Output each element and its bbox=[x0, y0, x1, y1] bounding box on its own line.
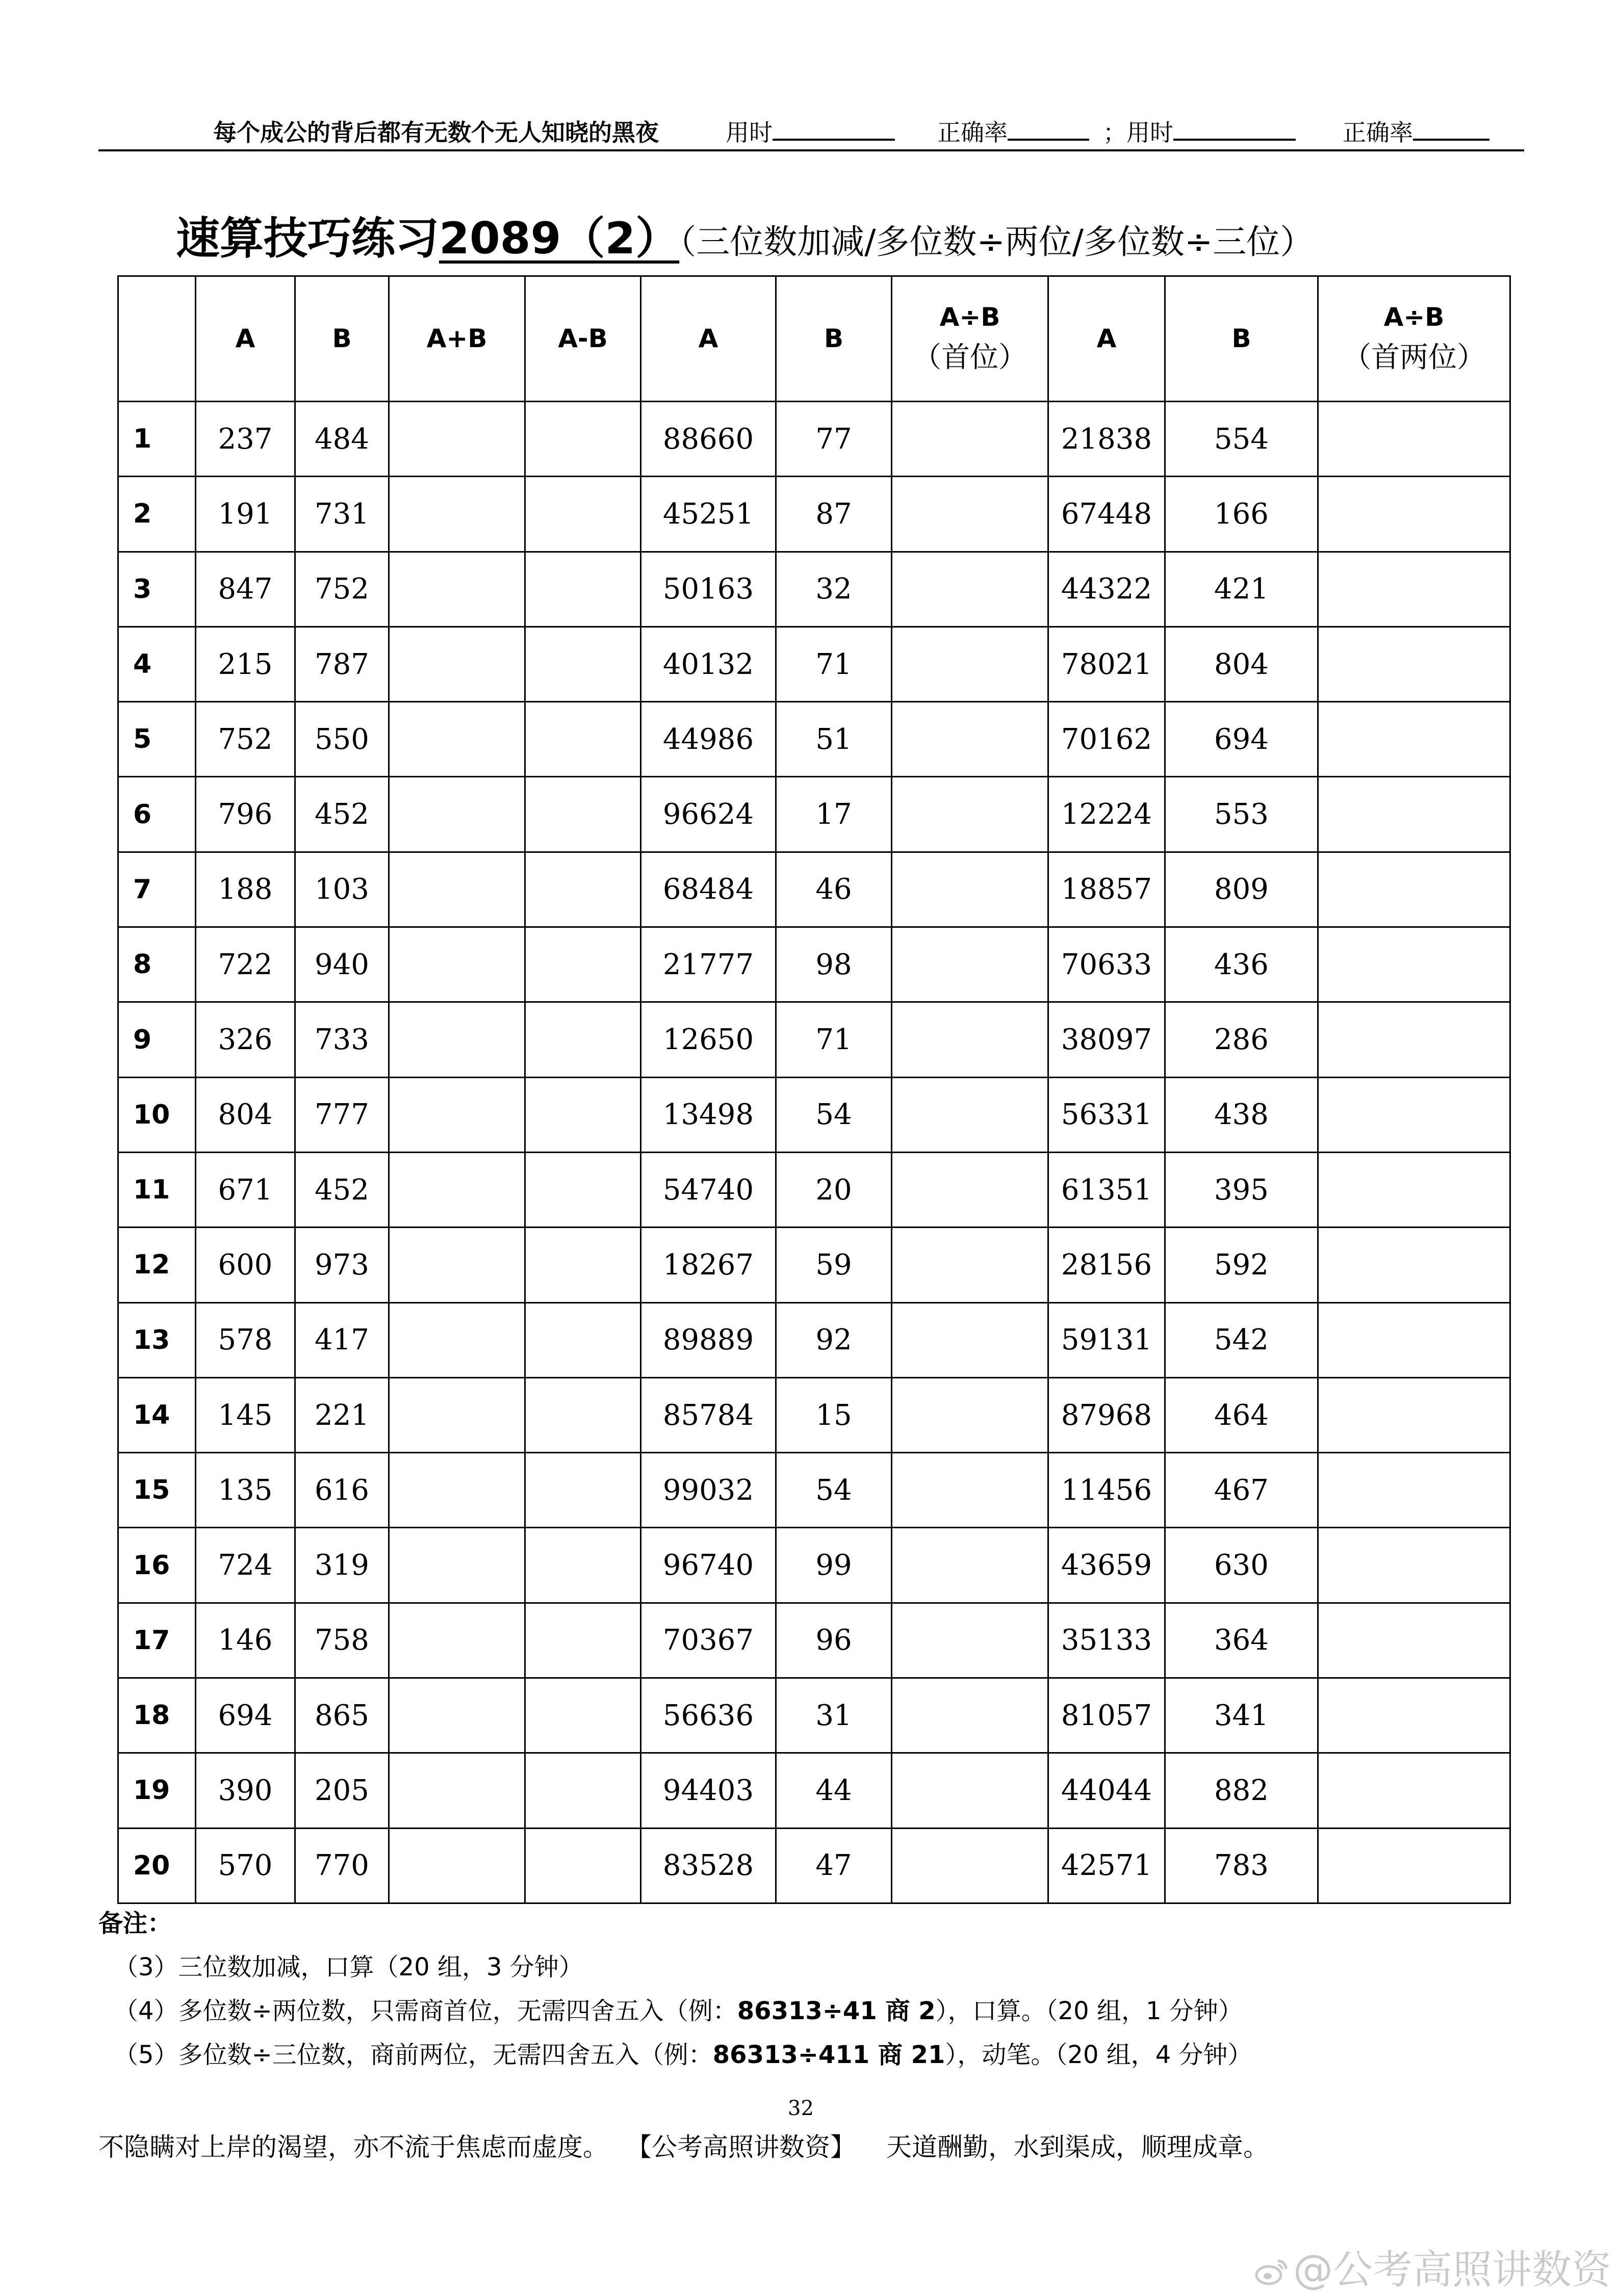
row-index: 11 bbox=[118, 1152, 196, 1227]
cell-sum-answer[interactable] bbox=[389, 552, 525, 627]
cell-a3: 28156 bbox=[1048, 1228, 1165, 1302]
cell-a2: 40132 bbox=[641, 627, 776, 701]
row-index: 9 bbox=[118, 1002, 196, 1077]
row-index: 15 bbox=[118, 1453, 196, 1528]
row-index: 10 bbox=[118, 1077, 196, 1152]
cell-sum-answer[interactable] bbox=[389, 1002, 525, 1077]
cell-b1: 973 bbox=[295, 1228, 389, 1302]
cell-b2: 71 bbox=[776, 627, 892, 701]
cell-div1-answer[interactable] bbox=[892, 702, 1048, 777]
cell-a1: 390 bbox=[196, 1753, 295, 1828]
header-b1: B bbox=[295, 276, 389, 402]
cell-b1: 452 bbox=[295, 777, 389, 852]
cell-div1-answer[interactable] bbox=[892, 477, 1048, 552]
cell-diff-answer[interactable] bbox=[525, 1678, 641, 1753]
separator: ； bbox=[1103, 119, 1126, 146]
row-index: 16 bbox=[118, 1528, 196, 1603]
cell-sum-answer[interactable] bbox=[389, 927, 525, 1002]
row-index: 20 bbox=[118, 1828, 196, 1903]
table-row bbox=[118, 1753, 1510, 1828]
table-row bbox=[118, 1603, 1510, 1678]
watermark bbox=[1254, 2238, 1611, 2295]
cell-a1: 671 bbox=[196, 1152, 295, 1227]
cell-sum-answer[interactable] bbox=[389, 1753, 525, 1828]
cell-a1: 722 bbox=[196, 927, 295, 1002]
cell-b3: 694 bbox=[1165, 702, 1318, 777]
page-number: 32 bbox=[788, 2097, 814, 2120]
notes-title: 备注： bbox=[98, 1909, 172, 1938]
weibo-icon bbox=[1254, 2250, 1288, 2279]
cell-a3: 21838 bbox=[1048, 402, 1165, 477]
cell-diff-answer[interactable] bbox=[525, 477, 641, 552]
cell-a1: 847 bbox=[196, 552, 295, 627]
cell-a2: 56636 bbox=[641, 1678, 776, 1753]
footer-right: 天道酬勤，水到渠成，顺理成章。 bbox=[886, 2132, 1269, 2162]
cell-div1-answer[interactable] bbox=[892, 777, 1048, 852]
accuracy-blank-1[interactable] bbox=[1008, 115, 1089, 141]
footer-middle: 【公考高照讲数资】 bbox=[639, 2132, 856, 2162]
cell-b1: 550 bbox=[295, 702, 389, 777]
cell-a1: 570 bbox=[196, 1828, 295, 1903]
cell-div1-answer[interactable] bbox=[892, 1528, 1048, 1603]
cell-div2-answer[interactable] bbox=[1318, 1228, 1510, 1302]
time-label-2: 用时 bbox=[1126, 119, 1173, 146]
table-row bbox=[118, 927, 1510, 1002]
table-row bbox=[118, 777, 1510, 852]
cell-a1: 752 bbox=[196, 702, 295, 777]
cell-a1: 146 bbox=[196, 1603, 295, 1678]
cell-div1-answer[interactable] bbox=[892, 1603, 1048, 1678]
cell-a3: 12224 bbox=[1048, 777, 1165, 852]
cell-div1-answer[interactable] bbox=[892, 552, 1048, 627]
cell-a2: 50163 bbox=[641, 552, 776, 627]
header-a3: A bbox=[1048, 276, 1165, 402]
cell-b3: 882 bbox=[1165, 1753, 1318, 1828]
cell-diff-answer[interactable] bbox=[525, 927, 641, 1002]
table-row bbox=[118, 1302, 1510, 1377]
table-row bbox=[118, 1228, 1510, 1302]
cell-diff-answer[interactable] bbox=[525, 627, 641, 701]
cell-a1: 326 bbox=[196, 1002, 295, 1077]
cell-b1: 733 bbox=[295, 1002, 389, 1077]
cell-div1-answer[interactable] bbox=[892, 1002, 1048, 1077]
cell-b3: 553 bbox=[1165, 777, 1318, 852]
cell-sum-answer[interactable] bbox=[389, 627, 525, 701]
header-sum: A+B bbox=[389, 276, 525, 402]
cell-a3: 67448 bbox=[1048, 477, 1165, 552]
cell-b1: 940 bbox=[295, 927, 389, 1002]
row-index: 7 bbox=[118, 852, 196, 927]
cell-sum-answer[interactable] bbox=[389, 1453, 525, 1528]
header-b2: B bbox=[776, 276, 892, 402]
cell-sum-answer[interactable] bbox=[389, 852, 525, 927]
row-index: 14 bbox=[118, 1377, 196, 1452]
cell-div1-answer[interactable] bbox=[892, 852, 1048, 927]
cell-b3: 395 bbox=[1165, 1152, 1318, 1227]
cell-a3: 61351 bbox=[1048, 1152, 1165, 1227]
cell-b2: 54 bbox=[776, 1453, 892, 1528]
cell-div1-answer[interactable] bbox=[892, 627, 1048, 701]
cell-a3: 59131 bbox=[1048, 1302, 1165, 1377]
cell-b3: 464 bbox=[1165, 1377, 1318, 1452]
cell-a2: 96740 bbox=[641, 1528, 776, 1603]
cell-b1: 787 bbox=[295, 627, 389, 701]
note-4 bbox=[98, 1989, 1252, 2033]
row-index: 5 bbox=[118, 702, 196, 777]
cell-sum-answer[interactable] bbox=[389, 1528, 525, 1603]
page-title bbox=[176, 203, 1314, 266]
cell-div1-answer[interactable] bbox=[892, 1453, 1048, 1528]
table-row bbox=[118, 627, 1510, 701]
cell-div2-answer[interactable] bbox=[1318, 1302, 1510, 1377]
cell-a3: 43659 bbox=[1048, 1528, 1165, 1603]
cell-a2: 68484 bbox=[641, 852, 776, 927]
cell-b3: 630 bbox=[1165, 1528, 1318, 1603]
cell-div2-answer[interactable] bbox=[1318, 1828, 1510, 1903]
cell-b3: 542 bbox=[1165, 1302, 1318, 1377]
cell-sum-answer[interactable] bbox=[389, 702, 525, 777]
cell-b2: 46 bbox=[776, 852, 892, 927]
cell-a2: 70367 bbox=[641, 1603, 776, 1678]
cell-div1-answer[interactable] bbox=[892, 402, 1048, 477]
cell-b1: 319 bbox=[295, 1528, 389, 1603]
cell-diff-answer[interactable] bbox=[525, 777, 641, 852]
table-row bbox=[118, 1077, 1510, 1152]
cell-div1-answer[interactable] bbox=[892, 1228, 1048, 1302]
cell-b1: 205 bbox=[295, 1753, 389, 1828]
cell-b1: 417 bbox=[295, 1302, 389, 1377]
cell-diff-answer[interactable] bbox=[525, 1377, 641, 1452]
cell-diff-answer[interactable] bbox=[525, 1528, 641, 1603]
title-subtitle: （三位数加减/多位数÷两位/多位数÷三位） bbox=[679, 222, 1314, 262]
cell-b2: 17 bbox=[776, 777, 892, 852]
header-div1-line2: （首位） bbox=[913, 341, 1027, 374]
cell-a1: 600 bbox=[196, 1228, 295, 1302]
table-row bbox=[118, 702, 1510, 777]
cell-a1: 804 bbox=[196, 1077, 295, 1152]
cell-a2: 21777 bbox=[641, 927, 776, 1002]
cell-sum-answer[interactable] bbox=[389, 1302, 525, 1377]
header-diff: A-B bbox=[525, 276, 641, 402]
cell-div2-answer[interactable] bbox=[1318, 402, 1510, 477]
cell-div2-answer[interactable] bbox=[1318, 777, 1510, 852]
cell-a1: 578 bbox=[196, 1302, 295, 1377]
cell-b3: 804 bbox=[1165, 627, 1318, 701]
cell-b3: 809 bbox=[1165, 852, 1318, 927]
cell-a1: 191 bbox=[196, 477, 295, 552]
cell-div1-answer[interactable] bbox=[892, 927, 1048, 1002]
accuracy-label-2: 正确率 bbox=[1343, 119, 1413, 146]
header-div1 bbox=[892, 276, 1048, 402]
cell-b3: 783 bbox=[1165, 1828, 1318, 1903]
cell-b1: 865 bbox=[295, 1678, 389, 1753]
cell-b2: 51 bbox=[776, 702, 892, 777]
cell-b3: 592 bbox=[1165, 1228, 1318, 1302]
cell-a1: 724 bbox=[196, 1528, 295, 1603]
note-4-tail: ），口算。（20 组，1 分钟） bbox=[935, 1997, 1243, 2025]
cell-a3: 42571 bbox=[1048, 1828, 1165, 1903]
cell-div1-answer[interactable] bbox=[892, 1077, 1048, 1152]
cell-div2-answer[interactable] bbox=[1318, 1753, 1510, 1828]
header-div2-line1: A÷B bbox=[1383, 302, 1445, 332]
cell-b1: 484 bbox=[295, 402, 389, 477]
cell-a2: 96624 bbox=[641, 777, 776, 852]
table-row bbox=[118, 1528, 1510, 1603]
header-motto: 每个成公的背后都有无数个无人知晓的黑夜 bbox=[213, 119, 659, 146]
row-index: 17 bbox=[118, 1603, 196, 1678]
cell-a3: 44322 bbox=[1048, 552, 1165, 627]
cell-b1: 103 bbox=[295, 852, 389, 927]
cell-b1: 452 bbox=[295, 1152, 389, 1227]
cell-a2: 85784 bbox=[641, 1377, 776, 1452]
note-5-text: （5）多位数÷三位数，商前两位，无需四舍五入（例： bbox=[114, 2041, 713, 2069]
cell-a2: 83528 bbox=[641, 1828, 776, 1903]
cell-b3: 467 bbox=[1165, 1453, 1318, 1528]
cell-a3: 78021 bbox=[1048, 627, 1165, 701]
table-row bbox=[118, 1453, 1510, 1528]
cell-a1: 237 bbox=[196, 402, 295, 477]
cell-sum-answer[interactable] bbox=[389, 1828, 525, 1903]
cell-b3: 438 bbox=[1165, 1077, 1318, 1152]
cell-div1-answer[interactable] bbox=[892, 1377, 1048, 1452]
row-index: 6 bbox=[118, 777, 196, 852]
time-label-1: 用时 bbox=[726, 119, 773, 146]
row-index: 13 bbox=[118, 1302, 196, 1377]
cell-b2: 20 bbox=[776, 1152, 892, 1227]
note-4-text: （4）多位数÷两位数，只需商首位，无需四舍五入（例： bbox=[114, 1997, 737, 2025]
cell-sum-answer[interactable] bbox=[389, 1603, 525, 1678]
cell-a2: 88660 bbox=[641, 402, 776, 477]
cell-b1: 758 bbox=[295, 1603, 389, 1678]
cell-a2: 99032 bbox=[641, 1453, 776, 1528]
row-index: 4 bbox=[118, 627, 196, 701]
cell-div2-answer[interactable] bbox=[1318, 927, 1510, 1002]
header-a2: A bbox=[641, 276, 776, 402]
cell-diff-answer[interactable] bbox=[525, 402, 641, 477]
accuracy-field-2 bbox=[1343, 114, 1489, 148]
cell-div2-answer[interactable] bbox=[1318, 1528, 1510, 1603]
cell-b1: 221 bbox=[295, 1377, 389, 1452]
page-header bbox=[98, 114, 1521, 149]
cell-div2-answer[interactable] bbox=[1318, 1002, 1510, 1077]
cell-div2-answer[interactable] bbox=[1318, 1377, 1510, 1452]
watermark-text: @公考高照讲数资 bbox=[1293, 2247, 1612, 2293]
header-div1-line1: A÷B bbox=[939, 302, 1000, 332]
cell-div2-answer[interactable] bbox=[1318, 1453, 1510, 1528]
cell-b3: 554 bbox=[1165, 402, 1318, 477]
cell-div2-answer[interactable] bbox=[1318, 702, 1510, 777]
cell-a1: 694 bbox=[196, 1678, 295, 1753]
cell-b1: 616 bbox=[295, 1453, 389, 1528]
cell-sum-answer[interactable] bbox=[389, 1152, 525, 1227]
cell-div2-answer[interactable] bbox=[1318, 627, 1510, 701]
table-row bbox=[118, 1377, 1510, 1452]
footer-left: 不隐瞒对上岸的渴望，亦不流于焦虑而虚度。 bbox=[98, 2132, 608, 2162]
cell-diff-answer[interactable] bbox=[525, 1603, 641, 1678]
note-5-tail: ），动笔。（20 组，4 分钟） bbox=[945, 2041, 1252, 2069]
cell-b2: 77 bbox=[776, 402, 892, 477]
cell-b3: 166 bbox=[1165, 477, 1318, 552]
cell-a2: 13498 bbox=[641, 1077, 776, 1152]
cell-div2-answer[interactable] bbox=[1318, 477, 1510, 552]
header-a1: A bbox=[196, 276, 295, 402]
row-index: 12 bbox=[118, 1228, 196, 1302]
cell-diff-answer[interactable] bbox=[525, 702, 641, 777]
cell-b3: 436 bbox=[1165, 927, 1318, 1002]
cell-diff-answer[interactable] bbox=[525, 1152, 641, 1227]
cell-a3: 81057 bbox=[1048, 1678, 1165, 1753]
cell-sum-answer[interactable] bbox=[389, 477, 525, 552]
cell-div1-answer[interactable] bbox=[892, 1753, 1048, 1828]
cell-a3: 35133 bbox=[1048, 1603, 1165, 1678]
table-row bbox=[118, 402, 1510, 477]
table-row bbox=[118, 552, 1510, 627]
cell-b2: 54 bbox=[776, 1077, 892, 1152]
cell-diff-answer[interactable] bbox=[525, 1453, 641, 1528]
page-footer bbox=[98, 2127, 1299, 2163]
cell-div2-answer[interactable] bbox=[1318, 1678, 1510, 1753]
table-row bbox=[118, 1678, 1510, 1753]
cell-b2: 71 bbox=[776, 1002, 892, 1077]
cell-div1-answer[interactable] bbox=[892, 1152, 1048, 1227]
cell-a3: 44044 bbox=[1048, 1753, 1165, 1828]
cell-b2: 44 bbox=[776, 1753, 892, 1828]
cell-a3: 56331 bbox=[1048, 1077, 1165, 1152]
table-row bbox=[118, 1828, 1510, 1903]
cell-a3: 87968 bbox=[1048, 1377, 1165, 1452]
notes bbox=[98, 1901, 1252, 2077]
header-index bbox=[118, 276, 196, 402]
cell-a1: 188 bbox=[196, 852, 295, 927]
note-5 bbox=[98, 2033, 1252, 2077]
header-row bbox=[118, 276, 1510, 402]
cell-a2: 12650 bbox=[641, 1002, 776, 1077]
time-blank-2[interactable] bbox=[1173, 115, 1296, 141]
cell-b2: 98 bbox=[776, 927, 892, 1002]
time-blank-1[interactable] bbox=[773, 115, 895, 141]
accuracy-label-1: 正确率 bbox=[937, 119, 1008, 146]
table-row bbox=[118, 852, 1510, 927]
cell-diff-answer[interactable] bbox=[525, 1228, 641, 1302]
accuracy-field-1 bbox=[937, 114, 1089, 148]
cell-b1: 731 bbox=[295, 477, 389, 552]
cell-sum-answer[interactable] bbox=[389, 777, 525, 852]
cell-b2: 59 bbox=[776, 1228, 892, 1302]
cell-div1-answer[interactable] bbox=[892, 1678, 1048, 1753]
row-index: 1 bbox=[118, 402, 196, 477]
table-row bbox=[118, 1002, 1510, 1077]
row-index: 3 bbox=[118, 552, 196, 627]
cell-diff-answer[interactable] bbox=[525, 1302, 641, 1377]
title-main: 速算技巧练习 bbox=[176, 213, 439, 264]
cell-b2: 96 bbox=[776, 1603, 892, 1678]
table-row bbox=[118, 477, 1510, 552]
cell-div2-answer[interactable] bbox=[1318, 852, 1510, 927]
cell-sum-answer[interactable] bbox=[389, 1377, 525, 1452]
row-index: 18 bbox=[118, 1678, 196, 1753]
cell-a2: 45251 bbox=[641, 477, 776, 552]
cell-a2: 89889 bbox=[641, 1302, 776, 1377]
note-4-example: 86313÷41 商 2 bbox=[737, 1997, 936, 2025]
header-div2 bbox=[1318, 276, 1510, 402]
cell-a3: 18857 bbox=[1048, 852, 1165, 927]
cell-a1: 145 bbox=[196, 1377, 295, 1452]
cell-diff-answer[interactable] bbox=[525, 552, 641, 627]
cell-diff-answer[interactable] bbox=[525, 1753, 641, 1828]
cell-diff-answer[interactable] bbox=[525, 1002, 641, 1077]
cell-b3: 286 bbox=[1165, 1002, 1318, 1077]
cell-b1: 752 bbox=[295, 552, 389, 627]
note-3: （3）三位数加减，口算（20 组，3 分钟） bbox=[114, 1953, 583, 1981]
cell-b1: 777 bbox=[295, 1077, 389, 1152]
cell-a2: 44986 bbox=[641, 702, 776, 777]
cell-a3: 70633 bbox=[1048, 927, 1165, 1002]
cell-div2-answer[interactable] bbox=[1318, 1603, 1510, 1678]
accuracy-blank-2[interactable] bbox=[1413, 115, 1489, 141]
cell-div2-answer[interactable] bbox=[1318, 1077, 1510, 1152]
cell-a3: 11456 bbox=[1048, 1453, 1165, 1528]
cell-diff-answer[interactable] bbox=[525, 1077, 641, 1152]
title-number: 2089（2） bbox=[439, 213, 680, 264]
cell-b2: 99 bbox=[776, 1528, 892, 1603]
row-index: 19 bbox=[118, 1753, 196, 1828]
cell-b2: 87 bbox=[776, 477, 892, 552]
cell-sum-answer[interactable] bbox=[389, 402, 525, 477]
cell-sum-answer[interactable] bbox=[389, 1678, 525, 1753]
table-body bbox=[118, 402, 1510, 1903]
cell-b2: 47 bbox=[776, 1828, 892, 1903]
row-index: 2 bbox=[118, 477, 196, 552]
cell-a2: 18267 bbox=[641, 1228, 776, 1302]
cell-div2-answer[interactable] bbox=[1318, 552, 1510, 627]
cell-a3: 38097 bbox=[1048, 1002, 1165, 1077]
row-index: 8 bbox=[118, 927, 196, 1002]
cell-div2-answer[interactable] bbox=[1318, 1152, 1510, 1227]
cell-sum-answer[interactable] bbox=[389, 1077, 525, 1152]
cell-diff-answer[interactable] bbox=[525, 1828, 641, 1903]
cell-div1-answer[interactable] bbox=[892, 1828, 1048, 1903]
practice-table bbox=[117, 275, 1511, 1904]
cell-b2: 92 bbox=[776, 1302, 892, 1377]
cell-a2: 54740 bbox=[641, 1152, 776, 1227]
cell-diff-answer[interactable] bbox=[525, 852, 641, 927]
time-field-2 bbox=[1103, 114, 1296, 148]
cell-b2: 15 bbox=[776, 1377, 892, 1452]
cell-b3: 341 bbox=[1165, 1678, 1318, 1753]
cell-a2: 94403 bbox=[641, 1753, 776, 1828]
cell-a1: 135 bbox=[196, 1453, 295, 1528]
table-row bbox=[118, 1152, 1510, 1227]
cell-b2: 31 bbox=[776, 1678, 892, 1753]
cell-a1: 796 bbox=[196, 777, 295, 852]
header-b3: B bbox=[1165, 276, 1318, 402]
cell-a1: 215 bbox=[196, 627, 295, 701]
header-div2-line2: （首两位） bbox=[1343, 341, 1485, 374]
cell-sum-answer[interactable] bbox=[389, 1228, 525, 1302]
cell-div1-answer[interactable] bbox=[892, 1302, 1048, 1377]
cell-a3: 70162 bbox=[1048, 702, 1165, 777]
cell-b1: 770 bbox=[295, 1828, 389, 1903]
header-rule bbox=[98, 149, 1524, 151]
cell-b2: 32 bbox=[776, 552, 892, 627]
cell-b3: 364 bbox=[1165, 1603, 1318, 1678]
cell-b3: 421 bbox=[1165, 552, 1318, 627]
time-field-1 bbox=[726, 114, 895, 148]
note-5-example: 86313÷411 商 21 bbox=[712, 2041, 945, 2069]
